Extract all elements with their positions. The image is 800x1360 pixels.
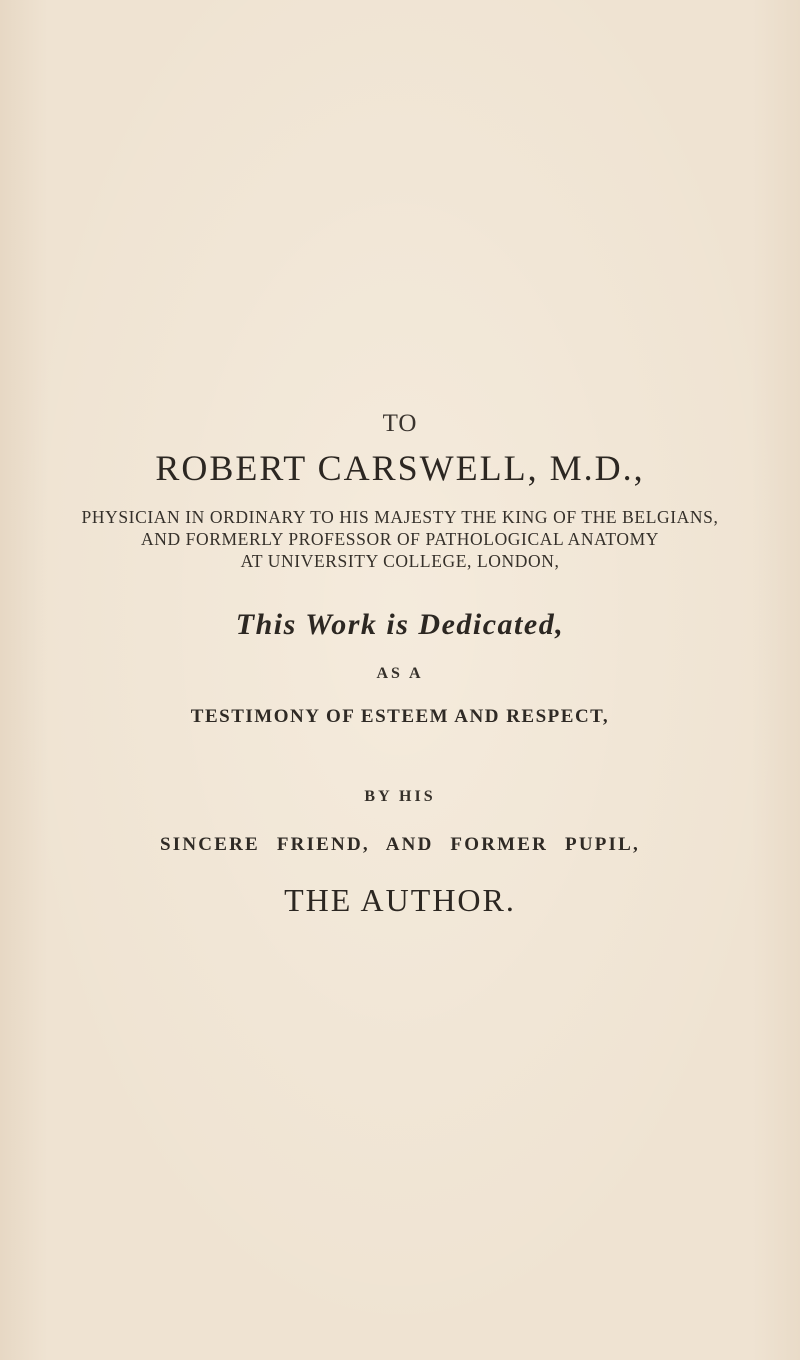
dedicatee-name: ROBERT CARSWELL, M.D., bbox=[155, 448, 645, 488]
dedication-sincere: SINCERE FRIEND, AND FORMER PUPIL, bbox=[160, 834, 640, 855]
dedication-as-a: AS A bbox=[376, 665, 424, 682]
dedicatee-title-line-2: AND FORMERLY PROFESSOR OF PATHOLOGICAL ANATOMY bbox=[140, 529, 660, 549]
dedicatee-title-line-1: PHYSICIAN IN ORDINARY TO HIS MAJESTY THE KING OF THE BELGIANS, bbox=[81, 507, 719, 527]
dedication-testimony: TESTIMONY OF ESTEEM AND RESPECT, bbox=[190, 706, 610, 727]
dedication-author: THE AUTHOR. bbox=[284, 882, 516, 918]
dedication-statement: This Work is Dedicated, bbox=[235, 608, 565, 641]
dedication-to: TO bbox=[382, 410, 418, 437]
dedication-by-his: BY HIS bbox=[364, 788, 436, 805]
dedicatee-title-line-3: AT UNIVERSITY COLLEGE, LONDON, bbox=[240, 551, 560, 571]
